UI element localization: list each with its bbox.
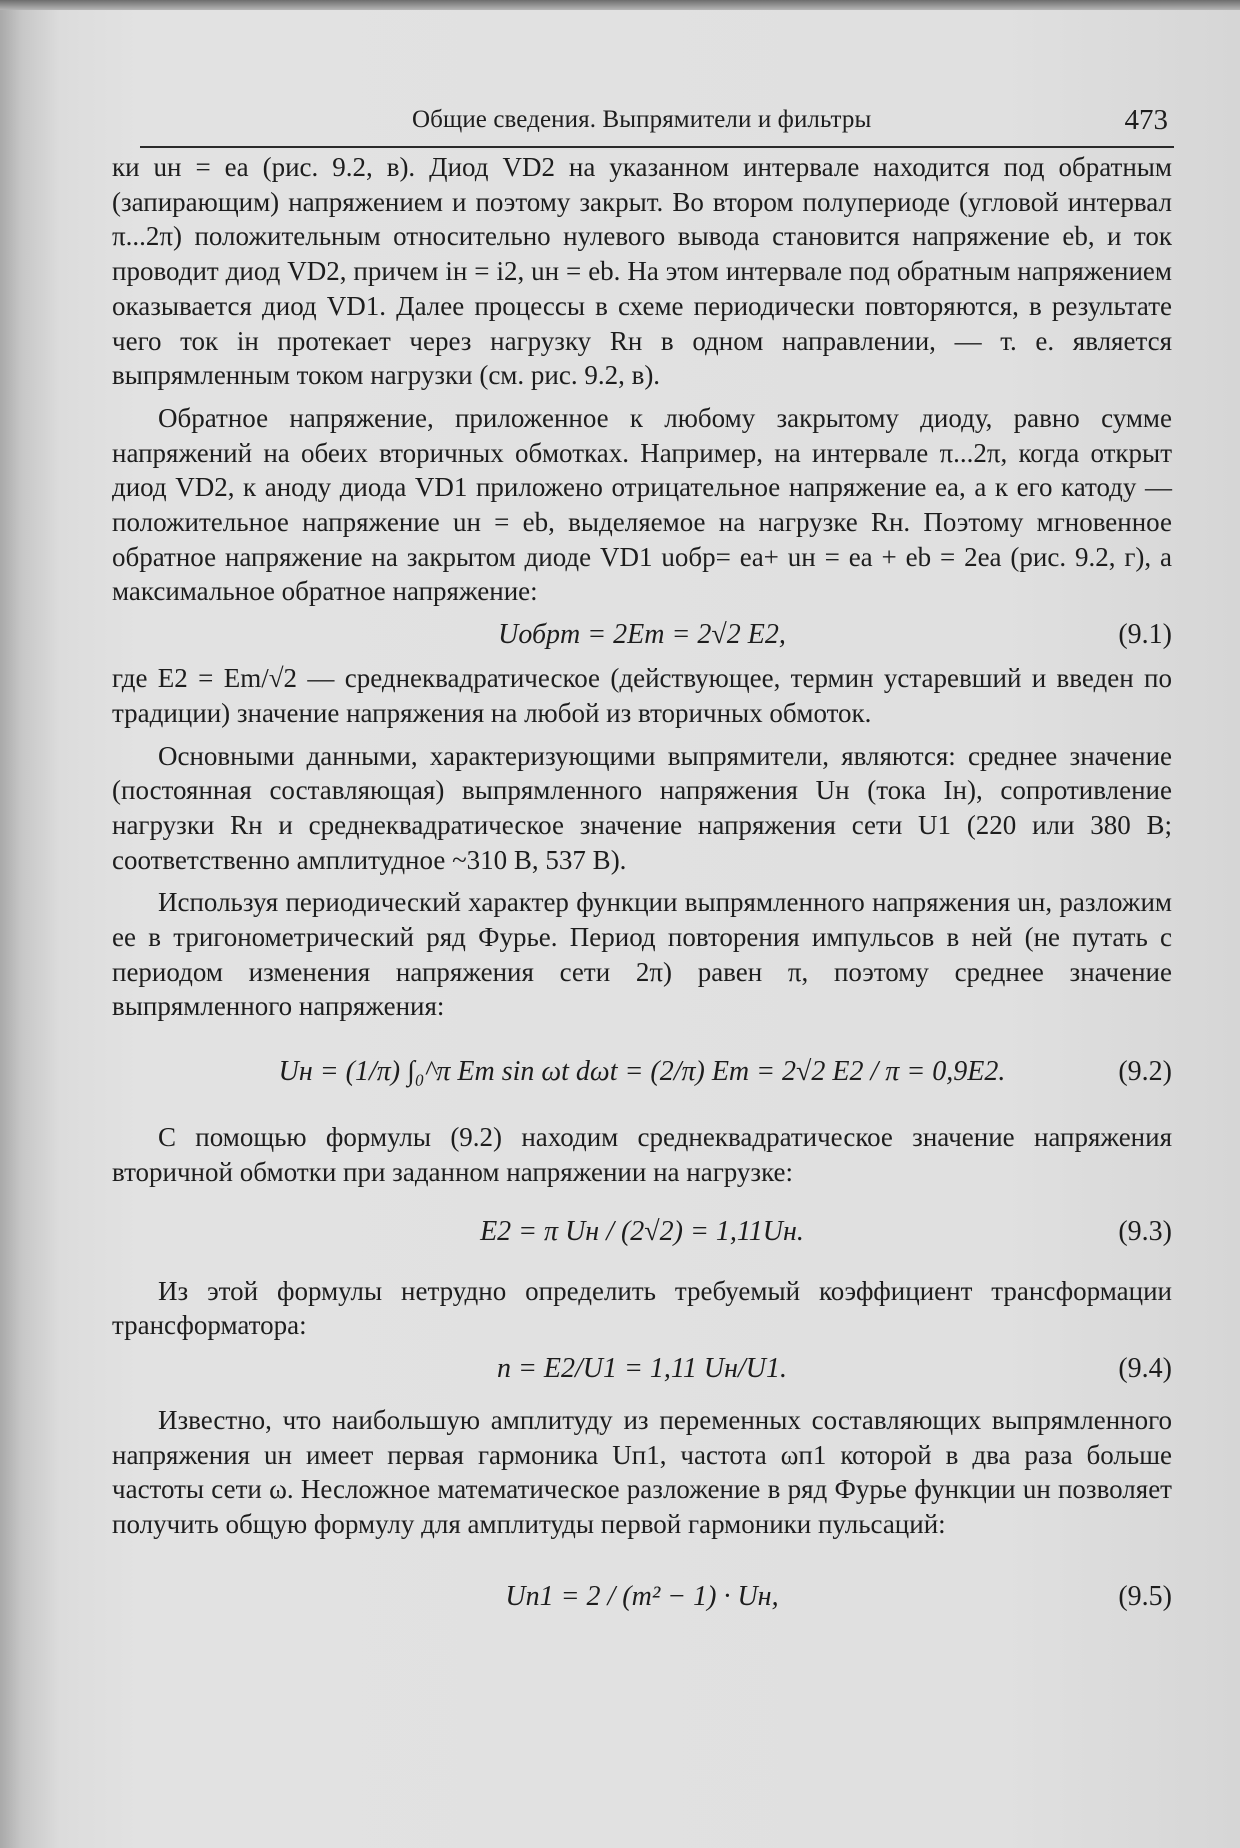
page-number: 473	[1124, 104, 1168, 136]
formula-9-5	[112, 1542, 1172, 1652]
formula-9-3-number: (9.3)	[1118, 1215, 1172, 1247]
paragraph-4: Основными данными, характеризующими выпрямители, являются: среднее значение (постоянная составляющая) выпрямленного напряжения Uн (тока Iн), сопротивление нагрузки Rн и среднеквадратическое значение напряжения сети U1 (220 или 380 В; соответственно амплитудное ~310 В, 537 В).	[112, 740, 1172, 875]
formula-9-2	[112, 1024, 1172, 1120]
scan-top-edge	[0, 0, 1240, 10]
formula-9-2-number: (9.2)	[1118, 1056, 1172, 1088]
paragraph-6: С помощью формулы (9.2) находим среднеквадратическое значение напряжения вторичной обмотки при заданном напряжении на нагрузке:	[112, 1122, 1172, 1187]
header-title: Общие сведения. Выпрямители и фильтры	[412, 106, 872, 133]
formula-9-1-expression: Uобрm = 2Em = 2√2 E2,	[498, 619, 786, 651]
formula-9-4	[112, 1343, 1172, 1395]
body-text	[112, 150, 1172, 1652]
formula-9-4-number: (9.4)	[1118, 1352, 1172, 1384]
formula-9-3-expression: E2 = π Uн / (2√2) = 1,11Uн.	[480, 1215, 804, 1247]
paragraph-5: Используя периодический характер функции выпрямленного напряжения uн, разложим ее в тригонометрический ряд Фурье. Период повторения импульсов в ней (не путать с периодом изменения напряжения сети 2π) равен π, поэтому среднее значение выпрямленного напряжения:	[112, 887, 1172, 1022]
formula-9-5-number: (9.5)	[1118, 1580, 1172, 1612]
running-header	[140, 104, 1174, 148]
formula-9-1	[112, 609, 1172, 661]
paragraph-2: Обратное напряжение, приложенное к любому закрытому диоду, равно сумме напряжений на обеих вторичных обмотках. Например, на интервале π...2π, когда открыт диод VD2, к аноду диода VD1 приложено отрицательное напряжение ea, а к его катоду — положительное напряжение uн = eb, выделяемое на нагрузке Rн. Поэтому мгновенное обратное напряжение на закрытом диоде VD1 uобр= ea+ uн = ea + eb = 2ea (рис. 9.2, г), а максимальное обратное напряжение:	[112, 402, 1172, 607]
formula-9-4-expression: n = E2/U1 = 1,11 Uн/U1.	[497, 1352, 787, 1384]
formula-9-2-expression: Uн = (1/π) ∫₀^π Em sin ωt dωt = (2/π) Em = 2√2 E2 / π = 0,9E2.	[278, 1056, 1006, 1088]
formula-9-5-expression: Uп1 = 2 / (m² − 1) · Uн,	[505, 1580, 779, 1612]
paragraph-1: ки uн = ea (рис. 9.2, в). Диод VD2 на указанном интервале находится под обратным (запирающим) напряжением и поэтому закрыт. Во втором полупериоде (угловой интервал π...2π) положительным относительно нулевого вывода становится напряжение eb, и ток проводит диод VD2, причем iн = i2, uн = eb. На этом интервале под обратным напряжением оказывается диод VD1. Далее процессы в схеме периодически повторяются, в результате чего ток iн протекает через нагрузку Rн в одном направлении, — т. е. является выпрямленным током нагрузки (см. рис. 9.2, в).	[112, 152, 1172, 391]
paragraph-7: Из этой формулы нетрудно определить требуемый коэффициент трансформации трансформатора:	[112, 1275, 1172, 1341]
paragraph-3: где E2 = Em/√2 — среднеквадратическое (действующее, термин устаревший и введен по традиции) значение напряжения на любой из вторичных обмоток.	[112, 663, 1172, 728]
formula-9-1-number: (9.1)	[1118, 619, 1172, 651]
formula-9-3	[112, 1190, 1172, 1274]
paragraph-8: Известно, что наибольшую амплитуду из переменных составляющих выпрямленного напряжения uн имеет первая гармоника Uп1, частота ωп1 которой в два раза больше частоты сети ω. Несложное математическое разложение в ряд Фурье функции uн позволяет получить общую формулу для амплитуды первой гармоники пульсаций:	[112, 1404, 1172, 1540]
